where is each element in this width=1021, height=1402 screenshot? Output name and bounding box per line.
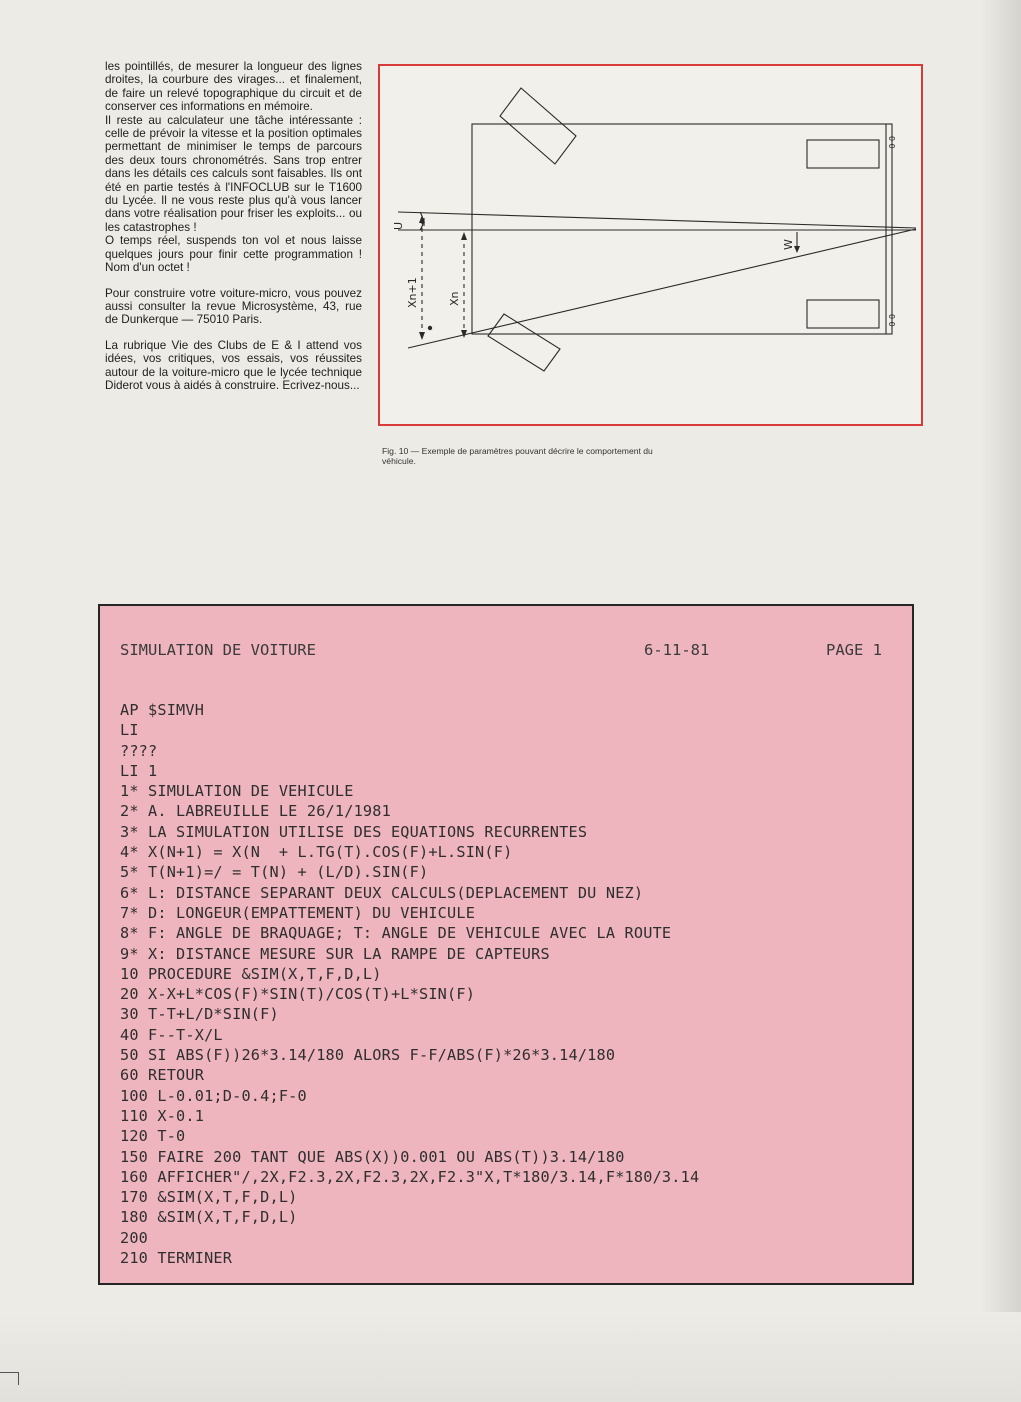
code-line: 100 L-0.01;D-0.4;F-0 [120, 1086, 307, 1105]
article-paragraph: O temps réel, suspends ton vol et nous laisse quelques jours pour finir cette programmation ! Nom d'un octet ! [105, 234, 362, 275]
article-paragraph: La rubrique Vie des Clubs de E & I attend vos idées, vos critiques, vos essais, vos réussites autour de la voiture-micro que le lycée technique Diderot vous à aidés à construire. Ecrivez-nous... [105, 338, 362, 392]
code-line: ???? [120, 741, 158, 760]
code-line: 2* A. LABREUILLE LE 26/1/1981 [120, 802, 391, 821]
sensor-label-bottom: 0 0 [887, 314, 896, 327]
code-line: LI [120, 721, 139, 740]
trajectory-line [408, 229, 916, 348]
code-line: 160 AFFICHER"/,2X,F2.3,2X,F2.3,2X,F2.3"X,T*180/3.14,F*180/3.14 [120, 1167, 700, 1186]
code-line: 180 &SIM(X,T,F,D,L) [120, 1208, 298, 1227]
crop-mark [0, 1372, 19, 1385]
vehicle-body [472, 124, 892, 334]
figure-caption: Fig. 10 — Exemple de paramètres pouvant décrire le comportement du véhicule. [382, 446, 653, 466]
article-paragraph: les pointillés, de mesurer la longueur des lignes droites, la courbure des virages... et finalement, de faire un relevé topographique du circuit et de conserver ces informations en mémoire. [105, 60, 362, 114]
figure-10-frame [378, 64, 923, 426]
listing-date: 6-11-81 [644, 641, 710, 659]
xn-arrow-top [461, 232, 467, 240]
listing-header [100, 641, 912, 661]
page-edge-shadow [981, 0, 1021, 1402]
rear-wheel-bottom [807, 300, 879, 328]
page-bottom-band [0, 1312, 1021, 1402]
listing-title: SIMULATION DE VOITURE [120, 641, 316, 659]
code-line: 1* SIMULATION DE VEHICULE [120, 782, 354, 801]
program-listing [98, 604, 914, 1285]
code-line: 8* F: ANGLE DE BRAQUAGE; T: ANGLE DE VEHICULE AVEC LA ROUTE [120, 924, 672, 943]
code-line: 3* LA SIMULATION UTILISE DES EQUATIONS RECURRENTES [120, 822, 588, 841]
vehicle-axis-line [398, 212, 916, 228]
code-line: 7* D: LONGEUR(EMPATTEMENT) DU VEHICULE [120, 903, 476, 922]
code-line: 200 [120, 1228, 149, 1247]
code-line: 10 PROCEDURE &SIM(X,T,F,D,L) [120, 964, 382, 983]
label-xn1: Xn+1 [406, 277, 419, 308]
listing-page-number: PAGE 1 [826, 641, 882, 659]
code-line: 60 RETOUR [120, 1066, 205, 1085]
code-line: 110 X-0.1 [120, 1106, 205, 1125]
article-paragraph: Pour construire votre voiture-micro, vous pouvez aussi consulter la revue Microsystème, 43, rue de Dunkerque — 75010 Paris. [105, 286, 362, 327]
xn1-arrow-bottom [419, 332, 425, 340]
label-xn: Xn [448, 291, 461, 306]
article-paragraph: Il reste au calculateur une tâche intéressante : celle de prévoir la vitesse et la position optimales permettant de minimiser le temps de parcours des deux tours chronométrés. Sans trop entrer dans les détails ces calculs sont faisables. Ils ont été en partie testés à l'INFOCLUB sur le T1600 du Lycée. Il ne vous reste plus qu'à vous lancer dans votre réalisation pour friser les exploits... ou les catastrophes ! [105, 113, 362, 234]
label-w: W [782, 239, 795, 250]
code-line: 9* X: DISTANCE MESURE SUR LA RAMPE DE CAPTEURS [120, 944, 550, 963]
code-line: 4* X(N+1) = X(N + L.TG(T).COS(F)+L.SIN(F) [120, 843, 513, 862]
code-line: LI 1 [120, 761, 158, 780]
listing-code [120, 700, 699, 1268]
vehicle-diagram [380, 66, 921, 424]
code-line: 150 FAIRE 200 TANT QUE ABS(X))0.001 OU ABS(T))3.14/180 [120, 1147, 625, 1166]
code-line: 210 TERMINER [120, 1249, 233, 1268]
code-line: 170 &SIM(X,T,F,D,L) [120, 1188, 298, 1207]
front-wheel-bottom [488, 314, 560, 371]
code-line: 5* T(N+1)=/ = T(N) + (L/D).SIN(F) [120, 863, 429, 882]
code-line: 20 X-X+L*COS(F)*SIN(T)/COS(T)+L*SIN(F) [120, 985, 476, 1004]
code-line: 6* L: DISTANCE SEPARANT DEUX CALCULS(DEPLACEMENT DU NEZ) [120, 883, 644, 902]
article-text-column [105, 60, 362, 392]
front-wheel-top [500, 88, 576, 164]
code-line: 40 F--T-X/L [120, 1025, 223, 1044]
rear-wheel-top [807, 140, 879, 168]
label-u: U [392, 221, 405, 230]
code-line: 50 SI ABS(F))26*3.14/180 ALORS F-F/ABS(F)*26*3.14/180 [120, 1046, 616, 1065]
code-line: 120 T-0 [120, 1127, 186, 1146]
point-marker [428, 326, 432, 330]
code-line: 30 T-T+L/D*SIN(F) [120, 1005, 279, 1024]
code-line: AP $SIMVH [120, 701, 205, 719]
sensor-label-top: 0 0 [887, 136, 896, 149]
